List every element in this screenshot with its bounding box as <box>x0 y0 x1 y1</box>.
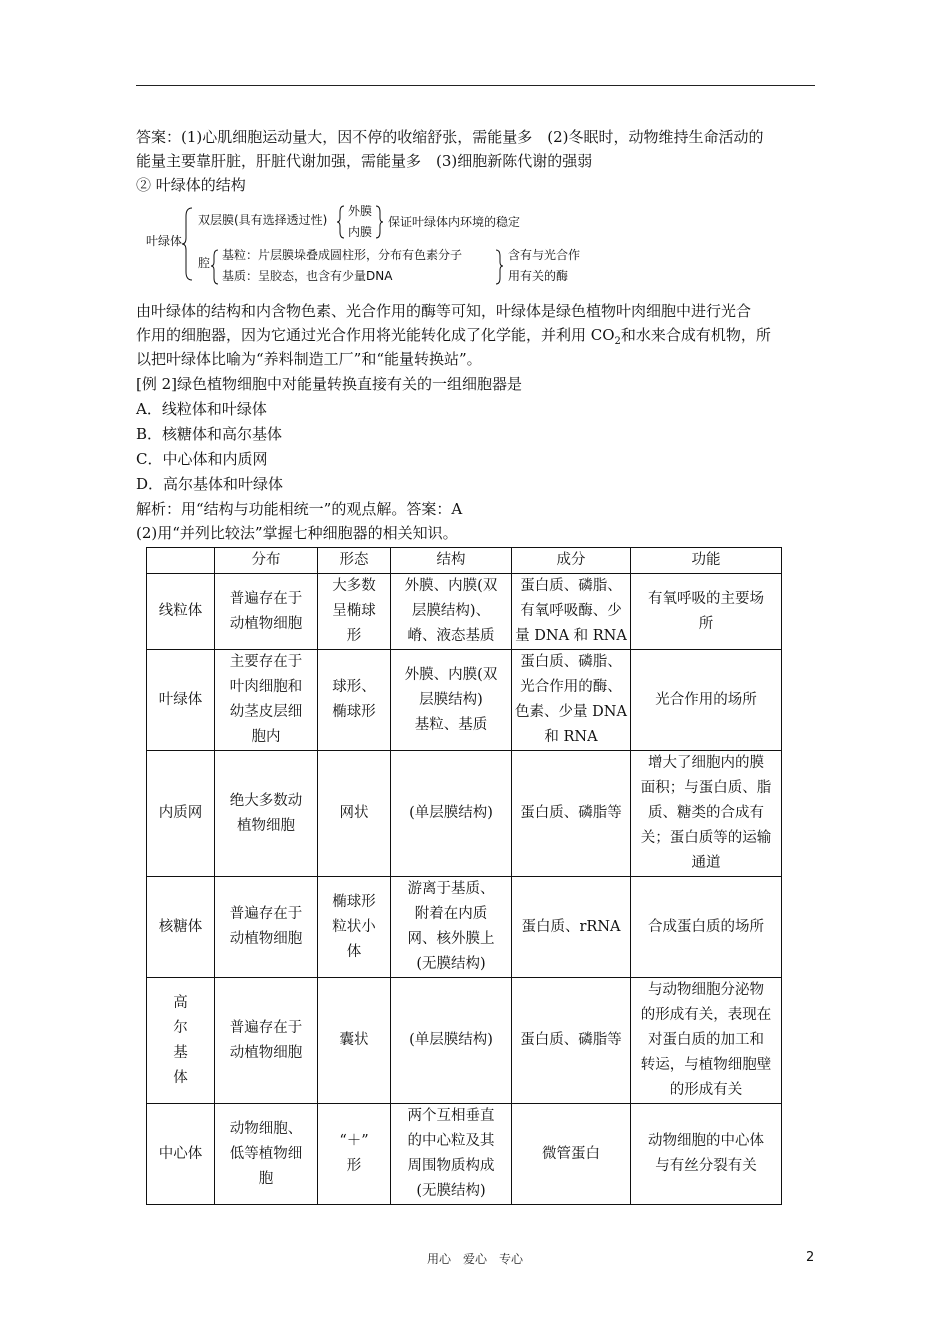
header-cell: 分布 <box>215 548 318 574</box>
table-cell: 游离于基质、 附着在内质 网、核外膜上 (无膜结构) <box>391 877 512 978</box>
table-cell: 叶绿体 <box>147 650 215 751</box>
explanation-line-3: 以把叶绿体比喻为“养料制造工厂”和“能量转换站”。 <box>136 350 482 368</box>
table-cell: 蛋白质、rRNA <box>512 877 631 978</box>
diagram-outer-label: 外膜 <box>348 204 373 218</box>
diagram-root-label: 叶绿体 <box>146 234 183 248</box>
table-cell: 微管蛋白 <box>512 1104 631 1205</box>
table-cell: 中心体 <box>147 1104 215 1205</box>
diagram-enzyme-line-2: 用有关的酶 <box>508 269 569 283</box>
table-cell: “＋” 形 <box>318 1104 391 1205</box>
header-cell: 形态 <box>318 548 391 574</box>
organelle-comparison-table <box>146 547 782 1205</box>
table-cell: 蛋白质、磷脂等 <box>512 978 631 1104</box>
chloroplast-structure-diagram <box>140 198 610 290</box>
table-cell: 核糖体 <box>147 877 215 978</box>
table-cell: 蛋白质、磷脂、 有氧呼吸酶、少 量 DNA 和 RNA <box>512 574 631 650</box>
table-row <box>147 1104 782 1205</box>
diagram-membrane-function: 保证叶绿体内环境的稳定 <box>388 215 521 229</box>
table-cell: 光合作用的场所 <box>631 650 782 751</box>
table-cell: (单层膜结构) <box>391 751 512 877</box>
header-cell: 功能 <box>631 548 782 574</box>
table-cell: 囊状 <box>318 978 391 1104</box>
diagram-membrane-brace <box>337 206 344 238</box>
table-cell: 主要存在于 叶肉细胞和 幼茎皮层细 胞内 <box>215 650 318 751</box>
diagram-stroma: 基质：呈胶态，也含有少量DNA <box>222 269 393 283</box>
explanation-line-2b: 和水来合成有机物，所 <box>620 326 771 344</box>
table-cell: 高 尔 基 体 <box>147 978 215 1104</box>
diagram-enzyme-line-1: 含有与光合作 <box>508 248 581 262</box>
diagram-membrane-label: 双层膜(具有选择透过性) <box>198 213 328 227</box>
table-cell: 与动物细胞分泌物 的形成有关，表现在 对蛋白质的加工和 转运，与植物细胞壁 的形成有关 <box>631 978 782 1104</box>
explanation-line-2a: 作用的细胞器，因为它通过光合作用将光能转化成了化学能，并利用 CO <box>136 326 615 344</box>
table-row <box>147 574 782 650</box>
table-cell: 有氧呼吸的主要场 所 <box>631 574 782 650</box>
table-cell: 外膜、内膜(双 层膜结构)、 嵴、液态基质 <box>391 574 512 650</box>
table-cell: 蛋白质、磷脂等 <box>512 751 631 877</box>
footer-text: 用心 爱心 专心 <box>426 1252 523 1266</box>
table-header-row <box>147 548 782 574</box>
option-d: D．高尔基体和叶绿体 <box>136 475 284 493</box>
table-cell: 球形、 椭球形 <box>318 650 391 751</box>
table-cell: 动物细胞、 低等植物细 胞 <box>215 1104 318 1205</box>
example-question: [例 2]绿色植物细胞中对能量转换直接有关的一组细胞器是 <box>136 375 523 393</box>
table-cell: 增大了细胞内的膜 面积；与蛋白质、脂 质、糖类的合成有 关；蛋白质等的运输 通道 <box>631 751 782 877</box>
diagram-enzyme-brace <box>496 250 503 284</box>
table-row <box>147 978 782 1104</box>
table-cell: 大多数 呈椭球 形 <box>318 574 391 650</box>
table-cell: 动物细胞的中心体 与有丝分裂有关 <box>631 1104 782 1205</box>
option-a: A．线粒体和叶绿体 <box>136 400 267 418</box>
analysis: 解析：用“结构与功能相统一”的观点解。答案：A <box>136 500 463 518</box>
page-number: 2 <box>806 1250 815 1265</box>
table-cell: 网状 <box>318 751 391 877</box>
diagram-inside-brace <box>211 250 218 284</box>
table-row <box>147 751 782 877</box>
table-cell: 内质网 <box>147 751 215 877</box>
header-rule <box>136 85 815 86</box>
diagram-membrane-brace-right <box>376 206 383 238</box>
table-cell: 蛋白质、磷脂、 光合作用的酶、 色素、少量 DNA 和 RNA <box>512 650 631 751</box>
table-cell: 普遍存在于 动植物细胞 <box>215 978 318 1104</box>
table-cell: 外膜、内膜(双 层膜结构) 基粒、基质 <box>391 650 512 751</box>
table-cell: (单层膜结构) <box>391 978 512 1104</box>
answer-line-2: 能量主要靠肝脏，肝脏代谢加强，需能量多 (3)细胞新陈代谢的强弱 <box>136 152 593 170</box>
option-b: B．核糖体和高尔基体 <box>136 425 283 443</box>
header-cell: 结构 <box>391 548 512 574</box>
diagram-inner-label: 内膜 <box>348 225 373 239</box>
table-row <box>147 650 782 751</box>
header-cell: 成分 <box>512 548 631 574</box>
table-cell: 普遍存在于 动植物细胞 <box>215 877 318 978</box>
diagram-grana: 基粒：片层膜垛叠成圆柱形，分布有色素分子 <box>222 248 463 262</box>
co2-subscript: 2 <box>614 336 621 347</box>
table-row <box>147 877 782 978</box>
table-cell: 两个互相垂直 的中心粒及其 周围物质构成 (无膜结构) <box>391 1104 512 1205</box>
table-cell: 普遍存在于 动植物细胞 <box>215 574 318 650</box>
answer-line-1: 答案：(1)心肌细胞运动量大，因不停的收缩舒张，需能量多 (2)冬眠时，动物维持生命活动的 <box>136 128 764 146</box>
option-c: C．中心体和内质网 <box>136 450 268 468</box>
explanation-line-1: 由叶绿体的结构和内含物色素、光合作用的酶等可知，叶绿体是绿色植物叶肉细胞中进行光合 <box>136 302 752 320</box>
table-cell: 绝大多数动 植物细胞 <box>215 751 318 877</box>
header-cell <box>147 548 215 574</box>
table-cell: 线粒体 <box>147 574 215 650</box>
table-cell: 合成蛋白质的场所 <box>631 877 782 978</box>
diagram-inside-label: 腔 <box>198 256 211 270</box>
table-intro: (2)用“并列比较法”掌握七种细胞器的相关知识。 <box>136 524 458 542</box>
section-heading: ② 叶绿体的结构 <box>136 176 246 194</box>
table-cell: 椭球形 粒状小 体 <box>318 877 391 978</box>
diagram-main-brace <box>182 208 192 280</box>
